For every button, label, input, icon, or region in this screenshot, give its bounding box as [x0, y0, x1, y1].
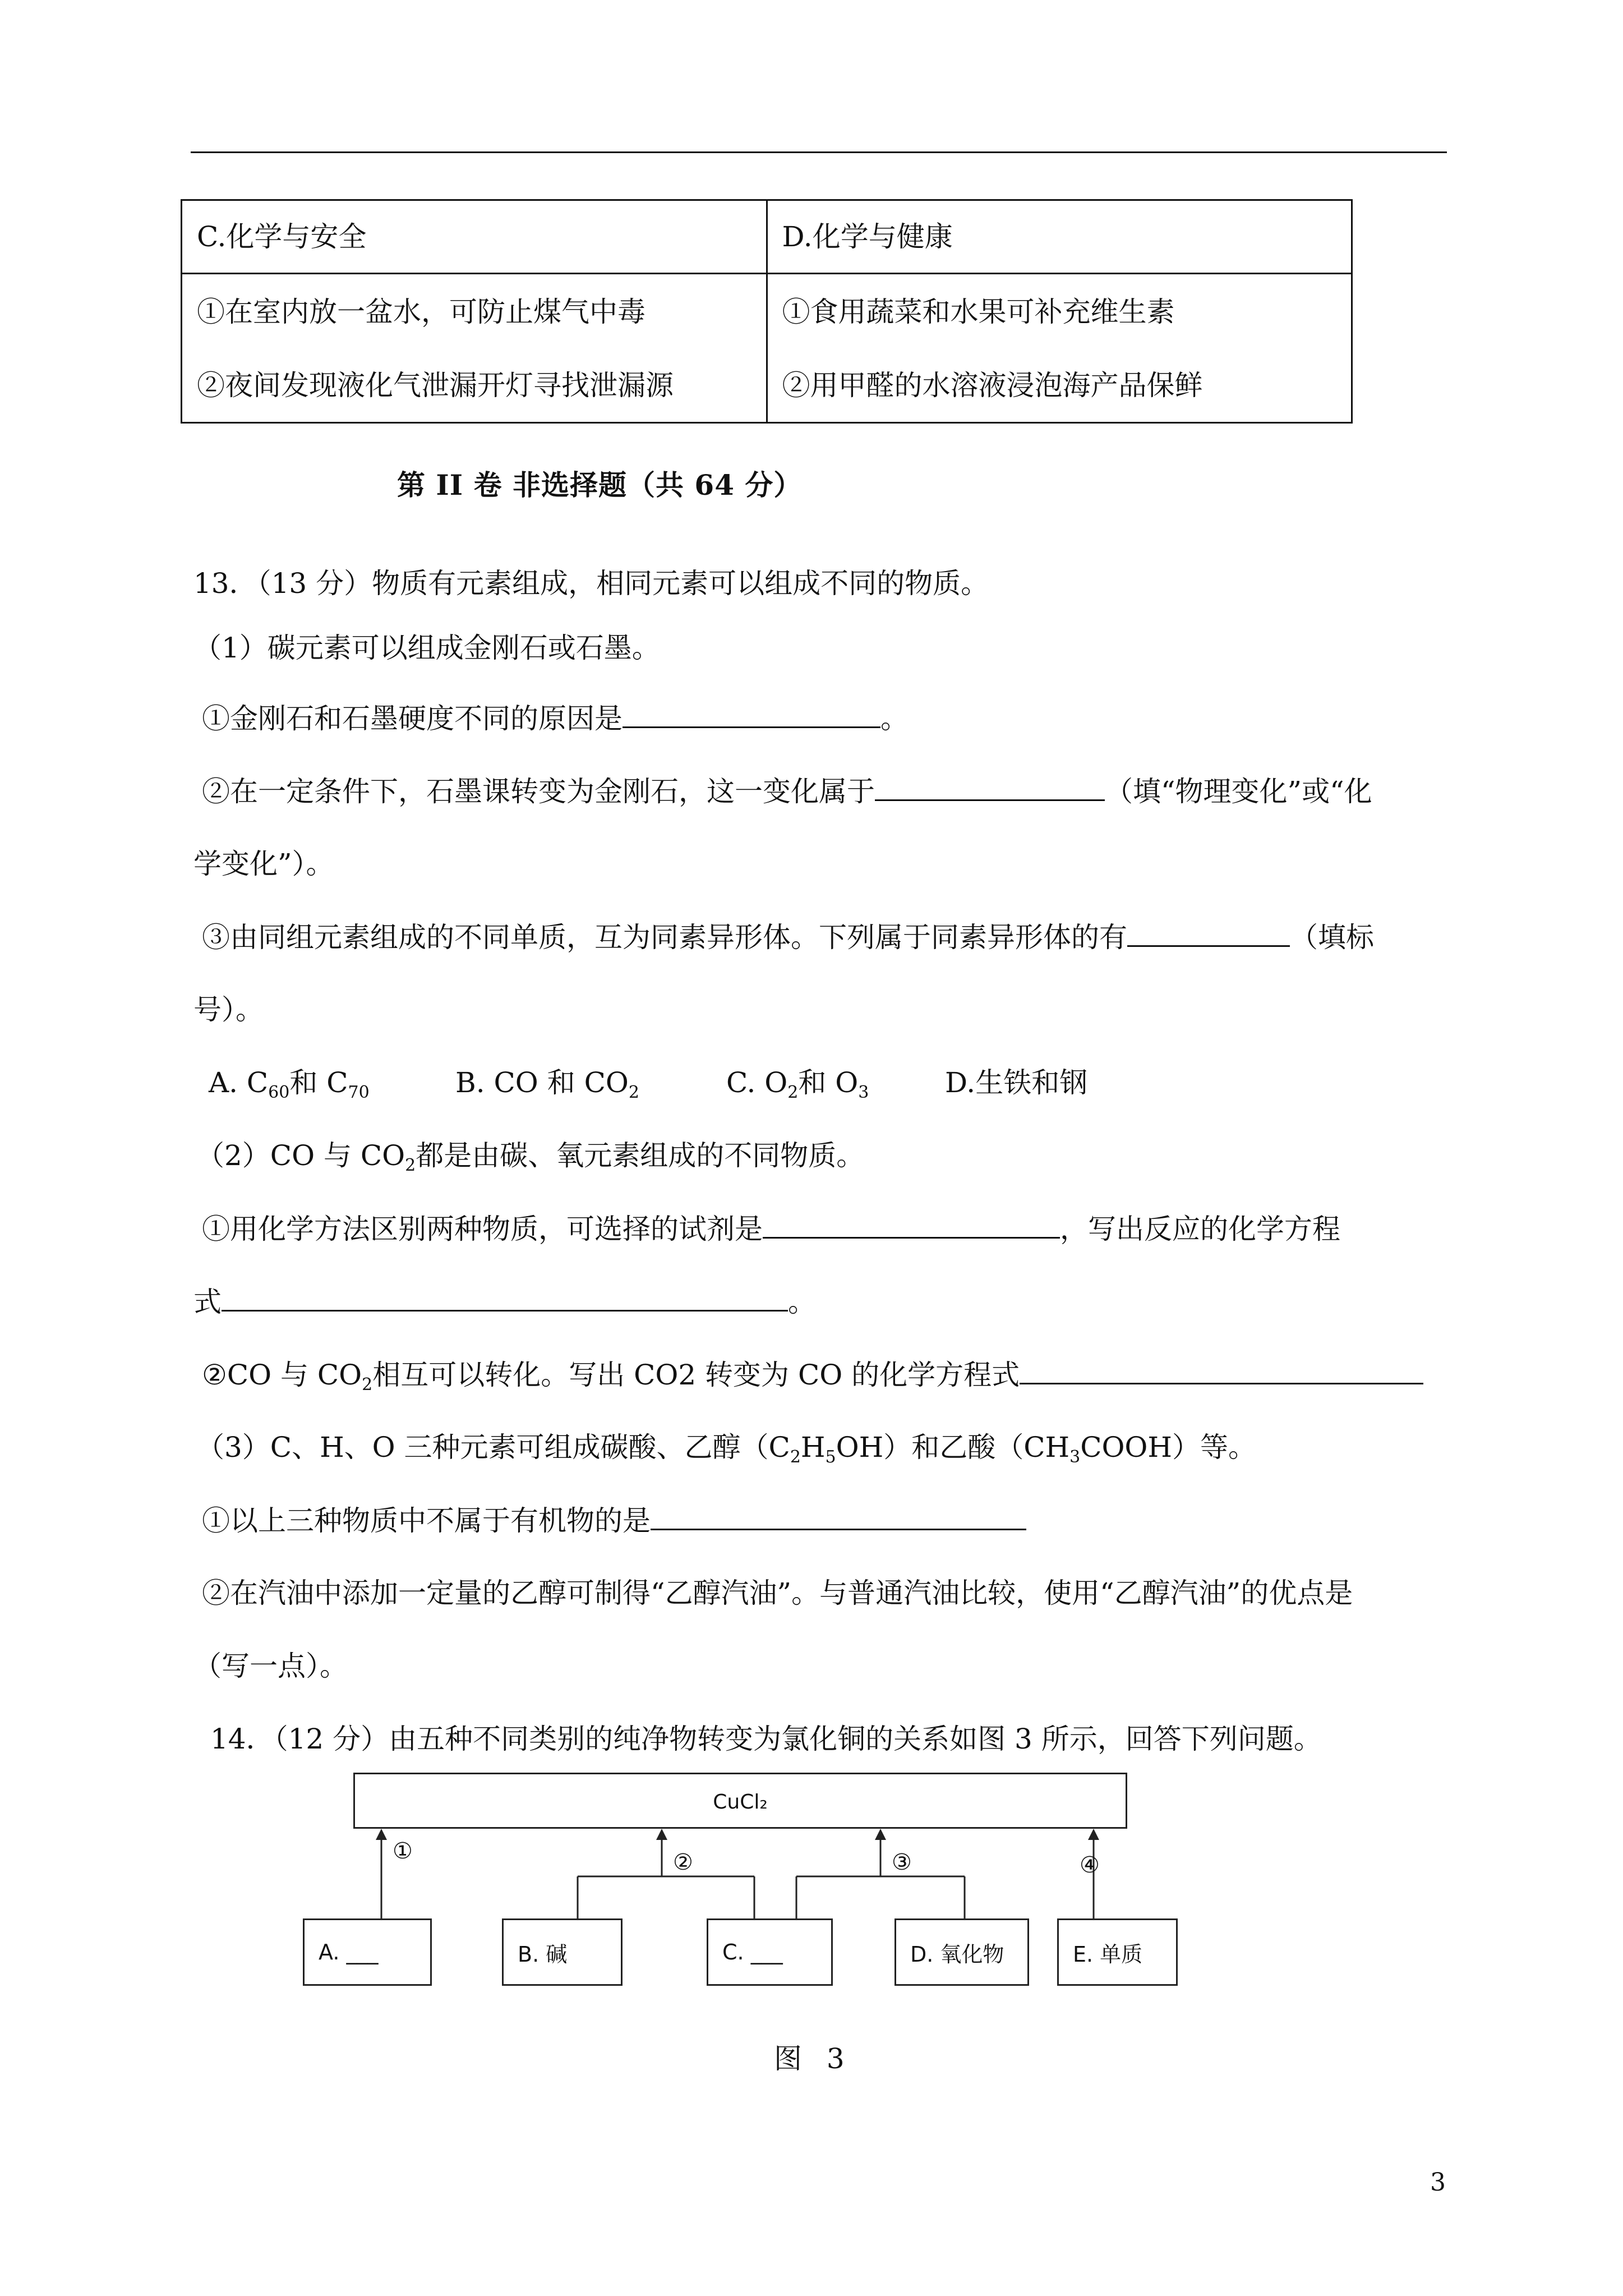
q13-option-d: D.生铁和钢	[945, 1066, 1088, 1099]
q13-part3-b: H	[800, 1431, 826, 1464]
q13-part3-2-cont: （写一点）。	[193, 1650, 348, 1682]
figure-caption: 图 3	[774, 2042, 852, 2075]
q13-part2-1-cont	[193, 1282, 816, 1322]
option-c-header: C.化学与安全	[182, 200, 767, 274]
option-a-mid: 和 C	[289, 1066, 348, 1099]
q13-part1-1-text: ①金刚石和石墨硬度不同的原因是	[202, 702, 623, 735]
q13-part2-2-sub: 2	[362, 1375, 373, 1395]
q13-part2-1-c: 式	[193, 1286, 222, 1318]
q13-stem: 13．（13 分）物质有元素组成，相同元素可以组成不同的物质。	[193, 567, 989, 600]
option-a-sub2: 70	[348, 1083, 370, 1102]
q13-part2-1-text-b: ，写出反应的化学方程	[1060, 1213, 1340, 1245]
option-c-sub2: 3	[858, 1083, 869, 1102]
q13-part3-c: OH）和乙酸（CH	[836, 1431, 1070, 1464]
arrow-label-1: ①	[393, 1838, 413, 1864]
option-b-sub: 2	[628, 1083, 639, 1102]
q13-part2-2-b: 相互可以转化。写出 CO2 转变为 CO 的化学方程式	[372, 1359, 1020, 1391]
q13-part1-3-hint: （填标	[1290, 921, 1374, 954]
option-d-line-1: ①食用蔬菜和水果可补充维生素	[782, 296, 1175, 328]
q13-part2-2-a: ②CO 与 CO	[202, 1359, 362, 1391]
option-d-header: D.化学与健康	[767, 200, 1352, 274]
q13-part3-1-text: ①以上三种物质中不属于有机物的是	[202, 1504, 651, 1537]
option-a-text: A. C	[209, 1066, 269, 1099]
arrow-label-3: ③	[892, 1849, 912, 1875]
q13-part1: （1）碳元素可以组成金刚石或石墨。	[193, 632, 660, 664]
q13-part2-1-end: 。	[788, 1286, 816, 1318]
options-table	[181, 199, 1353, 424]
box-d: D. 氧化物	[895, 1918, 1029, 1986]
q13-part2-1-text: ①用化学方法区别两种物质，可选择的试剂是	[202, 1213, 763, 1245]
q13-part1-2-hint: （填“物理变化”或“化	[1105, 775, 1372, 808]
option-c-line-1: ①在室内放一盆水，可防止煤气中毒	[197, 296, 645, 328]
option-b-text: B. CO 和 CO	[455, 1066, 629, 1099]
q13-part3-sub3: 3	[1069, 1447, 1081, 1467]
option-c-mid: 和 O	[798, 1066, 859, 1099]
option-d-content	[767, 274, 1352, 423]
cucl2-box: CuCl₂	[353, 1773, 1127, 1829]
q13-part1-3	[202, 917, 1374, 957]
option-a-sub1: 60	[268, 1083, 290, 1102]
q13-part2-a: （2）CO 与 CO	[196, 1139, 405, 1172]
q13-option-b	[455, 1063, 639, 1112]
option-c-sub1: 2	[787, 1083, 799, 1102]
q13-part2	[196, 1136, 864, 1185]
box-c: C. ___	[707, 1918, 833, 1986]
box-b: B. 碱	[502, 1918, 623, 1986]
q13-part2-1	[202, 1209, 1340, 1249]
answer-blank[interactable]	[875, 771, 1105, 801]
answer-blank[interactable]	[763, 1209, 1060, 1239]
q13-part3-d: COOH）等。	[1080, 1431, 1257, 1464]
box-e: E. 单质	[1057, 1918, 1178, 1986]
q13-part1-2	[202, 771, 1372, 811]
page-number: 3	[1430, 2168, 1446, 2197]
q13-part1-1	[202, 698, 909, 738]
option-c-line-2: ②夜间发现液化气泄漏开灯寻找泄漏源	[197, 369, 674, 402]
q13-part2-sub: 2	[405, 1156, 416, 1175]
option-c-content	[182, 274, 767, 423]
header-rule	[191, 151, 1447, 153]
box-a: A. ___	[303, 1918, 432, 1986]
q13-part3-a: （3）C、H、O 三种元素可组成碳酸、乙醇（C	[196, 1431, 790, 1464]
arrow-label-4: ④	[1080, 1852, 1100, 1878]
answer-blank[interactable]	[222, 1282, 788, 1312]
option-c-text: C. O	[726, 1066, 788, 1099]
cucl2-diagram	[292, 1764, 1183, 2000]
answer-blank[interactable]	[1127, 917, 1290, 947]
q13-part3-sub2: 5	[825, 1447, 836, 1467]
q13-part1-2-cont: 学变化”）。	[193, 848, 334, 880]
q13-part1-3-text: ③由同组元素组成的不同单质，互为同素异形体。下列属于同素异形体的有	[202, 921, 1127, 954]
q13-part3-sub1: 2	[790, 1447, 801, 1467]
q13-part3-1	[202, 1501, 1026, 1540]
answer-blank[interactable]	[651, 1501, 1026, 1530]
answer-blank[interactable]	[1020, 1355, 1423, 1384]
arrow-label-2: ②	[673, 1849, 693, 1875]
q13-part1-2-text: ②在一定条件下，石墨课转变为金刚石，这一变化属于	[202, 775, 875, 808]
q13-part1-1-end: 。	[880, 702, 909, 735]
answer-blank[interactable]	[623, 698, 880, 728]
q13-part3-2: ②在汽油中添加一定量的乙醇可制得“乙醇汽油”。与普通汽油比较，使用“乙醇汽油”的优点是	[202, 1577, 1353, 1609]
q13-option-a	[209, 1063, 370, 1112]
option-d-line-2: ②用甲醛的水溶液浸泡海产品保鲜	[782, 369, 1203, 402]
q13-part1-3-cont: 号）。	[193, 993, 264, 1026]
q13-part2-b: 都是由碳、氧元素组成的不同物质。	[416, 1139, 865, 1172]
q13-part2-2	[202, 1355, 1423, 1405]
q14-stem: 14．（12 分）由五种不同类别的纯净物转变为氯化铜的关系如图 3 所示，回答下列问题。	[210, 1723, 1322, 1755]
q13-part3	[196, 1428, 1256, 1477]
section-title: 第 II 卷 非选择题（共 64 分）	[397, 468, 803, 501]
q13-option-c	[726, 1063, 869, 1112]
